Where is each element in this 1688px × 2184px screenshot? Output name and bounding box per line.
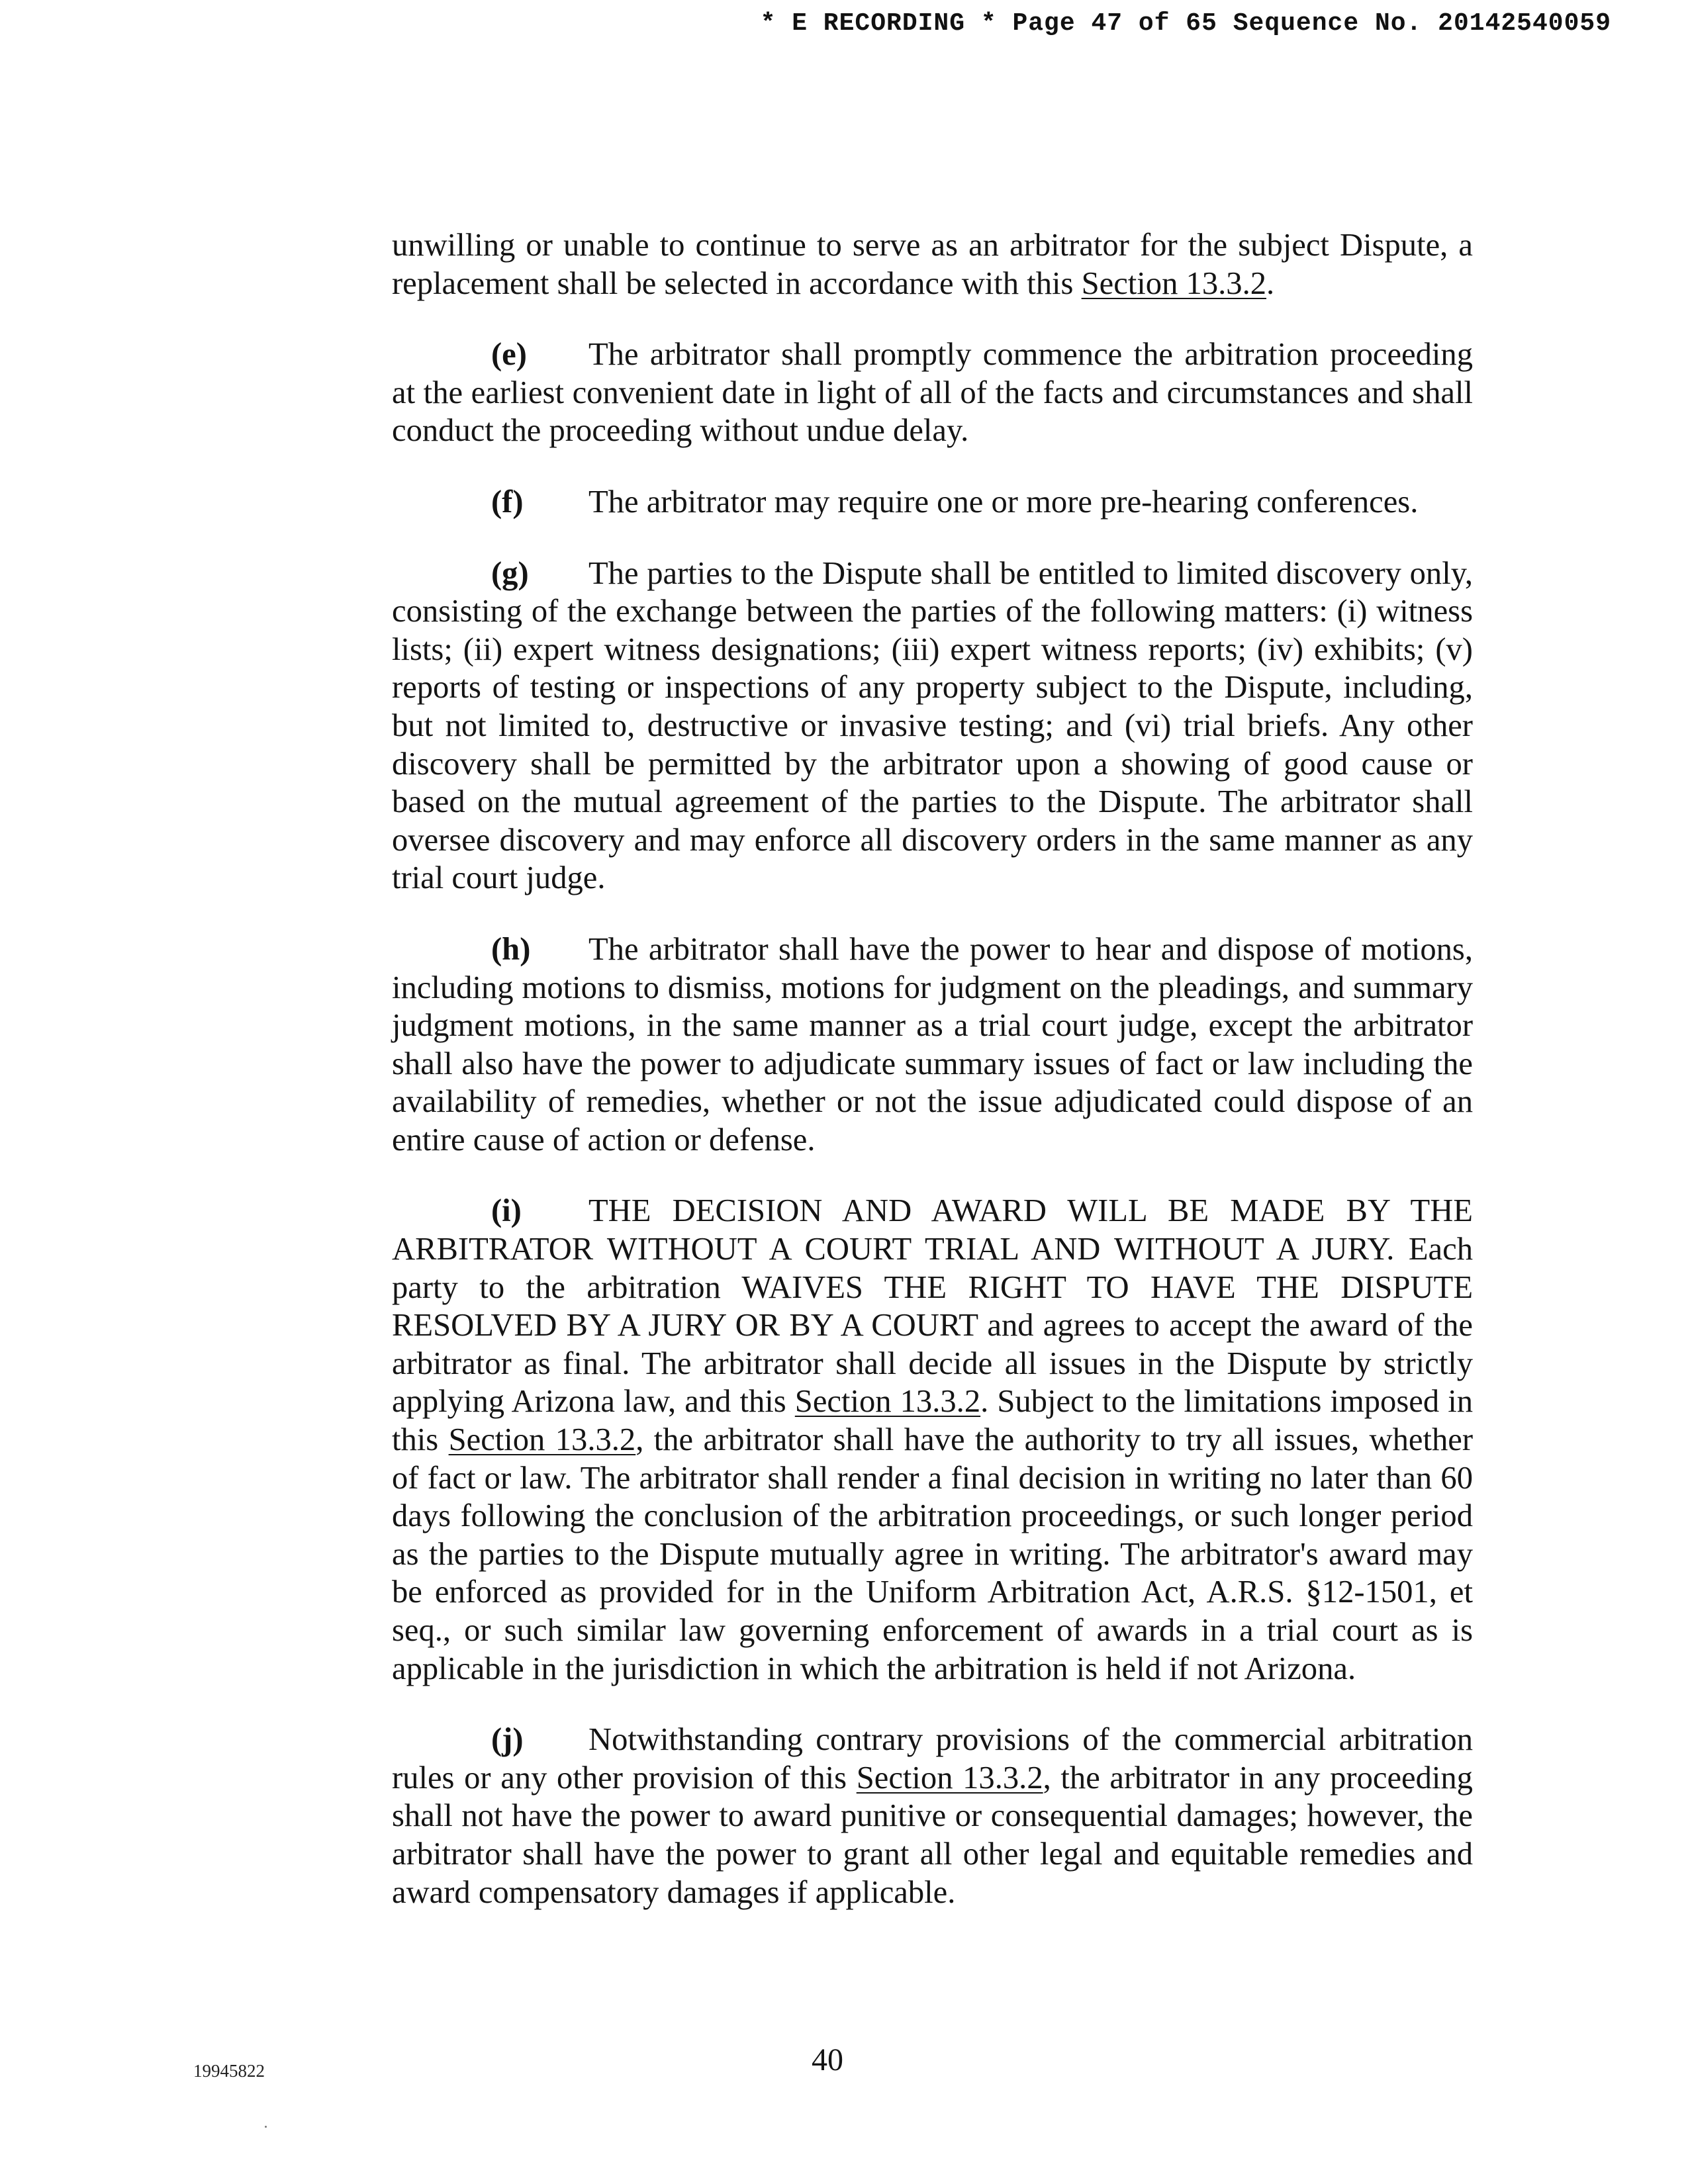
paragraph-text: . Subject to the limitations imposed in this xyxy=(392,1383,1473,1458)
paragraph-g xyxy=(392,555,1473,897)
paragraph-text: The arbitrator may require one or more pre-hearing conferences. xyxy=(588,483,1419,520)
paragraph-text: , the arbitrator in any proceeding shall not have the power to award punitive or consequential damages; however, the arbitrator shall have the power to grant all other legal and equitable remedies and award compensatory damages if applicable. xyxy=(392,1759,1473,1910)
section-reference: Section 13.3.2 xyxy=(856,1759,1043,1796)
paragraph-text: THE DECISION AND AWARD WILL BE MADE BY THE ARBITRATOR WITHOUT A COURT TRIAL AND WITHOUT A JURY. Each party to the arbitration WAIVES THE RIGHT TO HAVE THE DISPUTE RESOLVED BY A JURY OR BY A COURT and agrees to accept the award of the arbitrator as final. The arbitrator shall decide all issues in the Dispute by strictly applying Arizona law, and this xyxy=(392,1193,1473,1420)
paragraph-label: (j) xyxy=(491,1721,524,1758)
section-reference: Section 13.3.2 xyxy=(794,1383,981,1420)
paragraph-label: (i) xyxy=(491,1193,522,1229)
paragraph-label: (e) xyxy=(491,336,527,373)
paragraph-text: , the arbitrator shall have the authority to try all issues, whether of fact or law. The arbitrator shall render a final decision in writing no later than 60 days following the conclusion of the arbitration proceedings, or such longer period as the parties to the Dispute mutually agree in writing. The arbitrator's award may be enforced as provided for in the Uniform Arbitration Act, A.R.S. §12-1501, et seq., or such similar law governing enforcement of awards in a trial court as is applicable in the jurisdiction in which the arbitration is held if not Arizona. xyxy=(392,1422,1474,1686)
document-body xyxy=(392,226,1473,1944)
paragraph-label: (g) xyxy=(491,555,529,591)
paragraph-label: (h) xyxy=(491,931,531,967)
continuation-paragraph xyxy=(392,226,1473,302)
recording-header: * E RECORDING * Page 47 of 65 Sequence No. 20142540059 xyxy=(760,9,1611,38)
section-reference: Section 13.3.2 xyxy=(1081,265,1267,301)
document-number: 19945822 xyxy=(193,2061,265,2081)
scan-artifact-dot xyxy=(265,2126,267,2128)
paragraph-i xyxy=(392,1192,1473,1688)
paragraph-text: The parties to the Dispute shall be entitled to limited discovery only, consisting of the exchange between the parties of the following matters: (i) witness lists; (ii) expert witness designations; (iii) expert witness reports; (iv) exhibits; (v) reports of testing or inspections of any property subject to the Dispute, including, but not limited to, destructive or invasive testing; and (vi) trial briefs. Any other discovery shall be permitted by the arbitrator upon a showing of good cause or based on the mutual agreement of the parties to the Dispute. The arbitrator shall oversee discovery and may enforce all discovery orders in the same manner as any trial court judge. xyxy=(392,555,1473,896)
paragraph-j xyxy=(392,1721,1473,1911)
paragraph-text: The arbitrator shall promptly commence the arbitration proceeding at the earliest convenient date in light of all of the facts and circumstances and shall conduct the proceeding without undue delay. xyxy=(392,336,1473,449)
paragraph-text: The arbitrator shall have the power to hear and dispose of motions, including motions to dismiss, motions for judgment on the pleadings, and summary judgment motions, in the same manner as a trial court judge, except the arbitrator shall also have the power to adjudicate summary issues of fact or law including the availability of remedies, whether or not the issue adjudicated could dispose of an entire cause of action or defense. xyxy=(392,931,1473,1158)
paragraph-h xyxy=(392,931,1473,1160)
section-reference: Section 13.3.2 xyxy=(448,1422,636,1458)
paragraph-label: (f) xyxy=(491,483,524,520)
continuation-text: unwilling or unable to continue to serve as an arbitrator for the subject Dispute, a replacement shall be selected in accordance with this xyxy=(392,227,1473,301)
paragraph-e xyxy=(392,336,1473,450)
paragraph-text: Notwithstanding contrary provisions of the commercial arbitration rules or any other provision of this xyxy=(392,1721,1473,1796)
page-number: 40 xyxy=(812,2042,843,2077)
paragraph-f xyxy=(392,483,1473,522)
continuation-end: . xyxy=(1266,265,1275,301)
